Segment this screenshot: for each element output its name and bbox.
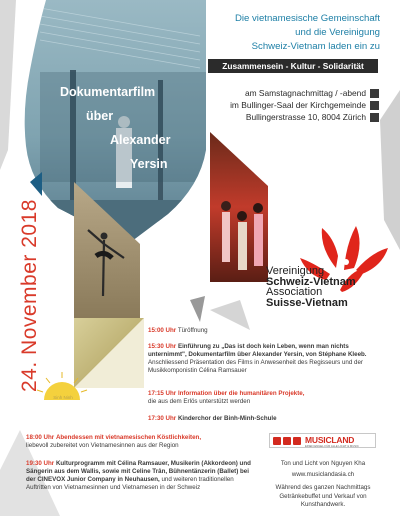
film-title bbox=[48, 80, 198, 176]
bullet-square bbox=[370, 89, 379, 98]
program-item bbox=[26, 434, 264, 450]
film-line-2: über bbox=[86, 109, 114, 123]
film-line-4: Yersin bbox=[130, 157, 168, 171]
program-time: 19:30 Uhr bbox=[26, 460, 55, 467]
program-time: 17:15 Uhr bbox=[148, 390, 177, 397]
buffet-note-1: Während des ganzen Nachmittags bbox=[275, 484, 371, 491]
venue-info bbox=[190, 87, 366, 123]
org-line-1: Vereinigung bbox=[266, 265, 325, 277]
program-item bbox=[148, 415, 388, 423]
logo-text: MUSICLAND bbox=[305, 435, 355, 445]
bullet-square bbox=[370, 101, 379, 110]
event-date: 24. November 2018 bbox=[18, 199, 41, 392]
organisation-name bbox=[266, 266, 386, 308]
shard-mid bbox=[210, 300, 250, 330]
org-line-4: Suisse-Vietnam bbox=[266, 296, 348, 309]
org-line-2: Schweiz-Vietnam bbox=[266, 275, 356, 288]
motto-banner: Zusammensein - Kultur - Solidarität bbox=[208, 59, 378, 73]
shard-right bbox=[380, 90, 400, 250]
film-line-1: Dokumentarfilm bbox=[60, 85, 156, 99]
program-time: 15:00 Uhr bbox=[148, 327, 177, 334]
program-text: und weiteren traditionellen Auftritten von Vietnamesinnen und Vietnamesen in der Schweiz bbox=[26, 476, 234, 491]
program-text: liebevoll zubereitet von Vietnamesinnen aus der Region bbox=[26, 442, 179, 449]
program-text: Anschliessend Präsentation des Films in Anwesenheit des Regisseurs und der Musikkomponistin Célina Ramsauer bbox=[148, 359, 363, 374]
venue-line-1: am Samstagnachmittag / -abend bbox=[244, 88, 366, 98]
invitation-text bbox=[200, 12, 380, 54]
musicland-logo bbox=[269, 433, 376, 448]
program-time: 18:00 Uhr bbox=[26, 434, 55, 441]
logo-subtitle: EINEN ENGEL FÜR ALLE LICHT & MUSIC bbox=[305, 444, 359, 448]
program-title: Türöffnung bbox=[177, 327, 208, 334]
website-text: www.musiclandasia.ch bbox=[291, 471, 355, 478]
program-time: 15:30 Uhr bbox=[148, 343, 177, 350]
program-title: Kulturprogramm mit Célina Ramsauer, Musikerin (Akkordeon) und Sängerin aus dem Wallis, sowie mit Celine Trân, Bühnentänzerin (Ballet) bei der CINEVOX Junior Company in Neuhausen, bbox=[26, 460, 251, 483]
program-item bbox=[148, 327, 388, 335]
program-title: Abendessen mit vietnamesischen Köstlichkeiten, bbox=[55, 434, 202, 441]
program-title: Kinderchor der Binh-Minh-Schule bbox=[177, 415, 277, 422]
intro-line-1: Die vietnamesische Gemeinschaft bbox=[234, 13, 380, 24]
venue-line-2: im Bullinger-Saal der Kirchgemeinde bbox=[230, 100, 366, 110]
program-text: die aus dem Erlös unterstützt werden bbox=[148, 398, 251, 405]
org-line-3: Association bbox=[266, 286, 323, 298]
intro-line-3: Schweiz-Vietnam laden ein zu bbox=[251, 41, 380, 52]
film-line-3: Alexander bbox=[110, 133, 171, 147]
shard-left-top bbox=[0, 0, 16, 170]
program-item bbox=[148, 343, 388, 375]
buffet-note-2: Getränkebuffet und Verkauf von Kunsthandwerk. bbox=[279, 493, 367, 508]
bullet-square bbox=[370, 113, 379, 122]
program-item bbox=[148, 390, 388, 406]
venue-line-3: Bullingerstrasse 10, 8004 Zürich bbox=[245, 112, 366, 122]
sun-logo-label: Sinh Ninh bbox=[53, 395, 73, 400]
program-title: Information über die humanitären Projekte, bbox=[177, 390, 305, 397]
program-title: Einführung zu „Das ist doch kein Leben, wenn man nichts unternimmt", Dokumentarfilm über Alexander Yersin, von Stéphane Kleeb. bbox=[148, 343, 367, 358]
program-item bbox=[26, 460, 258, 492]
sound-credit: Ton und Licht von Nguyen Kha bbox=[280, 460, 366, 467]
program-time: 17:30 Uhr bbox=[148, 415, 177, 422]
intro-line-2: und die Vereinigung bbox=[295, 27, 380, 38]
